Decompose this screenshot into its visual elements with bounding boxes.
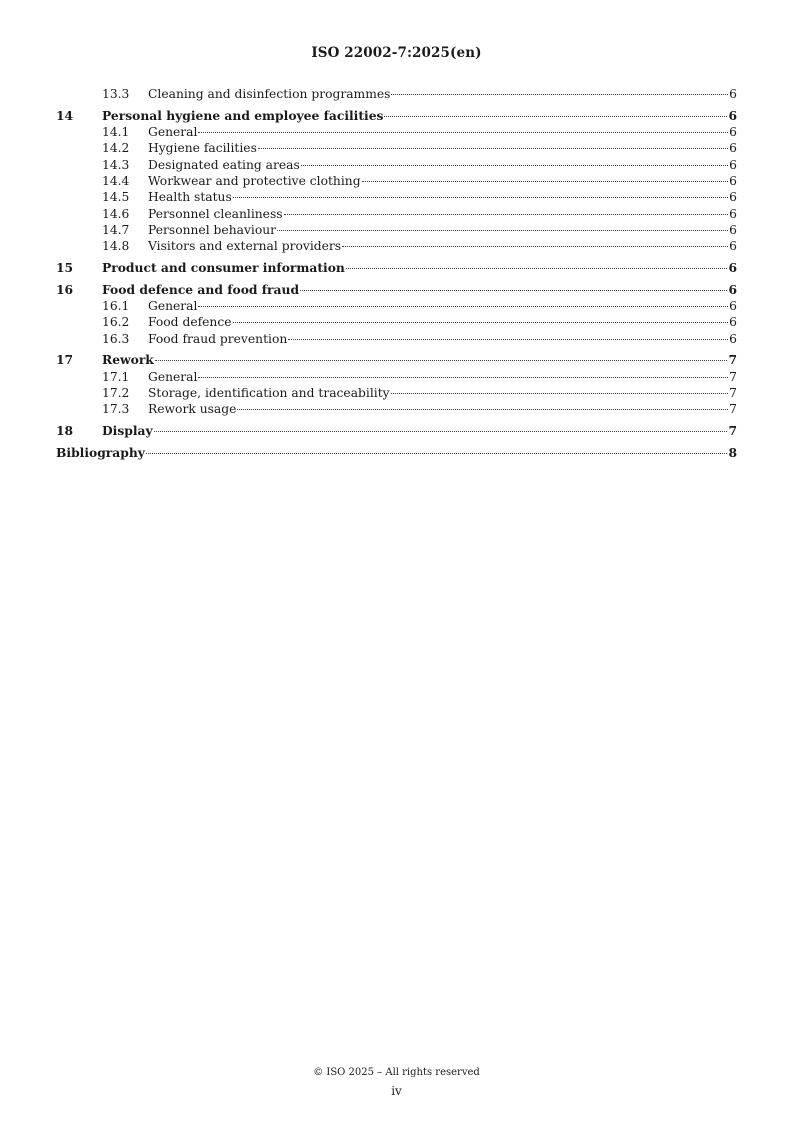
toc-entry-title: General <box>148 299 198 314</box>
toc-leader-dots <box>346 268 728 269</box>
toc-entry-number: 14.5 <box>102 190 130 205</box>
toc-entry-title: Food defence <box>148 315 232 330</box>
toc-entry-number: 17.2 <box>102 386 130 401</box>
toc-entry[interactable] <box>56 260 737 276</box>
toc-leader-dots <box>258 148 728 149</box>
toc-leader-dots <box>284 214 729 215</box>
toc-entry[interactable] <box>56 140 737 156</box>
toc-leader-dots <box>300 290 727 291</box>
toc-entry-page: 7 <box>729 386 737 401</box>
toc-entry-page: 6 <box>729 239 737 254</box>
toc-leader-dots <box>288 339 728 340</box>
toc-entry[interactable] <box>56 385 737 401</box>
toc-entry-title: Rework <box>102 352 154 368</box>
toc-entry[interactable] <box>56 108 737 124</box>
copyright-notice: © ISO 2025 – All rights reserved <box>313 1067 480 1078</box>
toc-entry-number: 14.1 <box>102 125 130 140</box>
toc-entry-page: 6 <box>728 259 737 275</box>
toc-entry-number: 14.2 <box>102 141 130 156</box>
toc-entry-page: 6 <box>728 107 737 123</box>
toc-entry-title: Personnel behaviour <box>148 222 277 237</box>
toc-entry-title: Food defence and food fraud <box>102 281 300 297</box>
toc-entry-page: 6 <box>729 331 737 346</box>
toc-entry[interactable] <box>56 222 737 238</box>
toc-entry-number: 14.4 <box>102 173 130 188</box>
toc-leader-dots <box>155 360 728 361</box>
toc-entry[interactable] <box>56 369 737 385</box>
toc-entry-number: 17 <box>56 352 74 368</box>
toc-leader-dots <box>154 431 728 432</box>
toc-leader-dots <box>233 322 729 323</box>
toc-entry-number: 16.1 <box>102 299 130 314</box>
toc-leader-dots <box>237 409 728 410</box>
toc-entry-page: 6 <box>729 141 737 156</box>
toc-entry-page: 7 <box>728 423 737 439</box>
toc-entry[interactable] <box>56 189 737 205</box>
toc-entry-title: Health status <box>148 190 232 205</box>
toc-entry-page: 6 <box>729 125 737 140</box>
toc-entry-title: Rework usage <box>148 402 237 417</box>
toc-entry-title: General <box>148 125 198 140</box>
toc-entry-title: Workwear and protective clothing <box>148 173 361 188</box>
toc-entry[interactable] <box>56 86 737 102</box>
toc-entry[interactable] <box>56 352 737 368</box>
toc-entry-title: Cleaning and disinfection programmes <box>148 87 391 101</box>
toc-entry[interactable] <box>56 282 737 298</box>
toc-entry[interactable] <box>56 331 737 347</box>
toc-entry-page: 7 <box>728 352 737 368</box>
toc-leader-dots <box>384 116 727 117</box>
toc-entry-title: Visitors and external providers <box>148 239 342 254</box>
toc-entry-title: Product and consumer information <box>102 259 345 275</box>
toc-entry-title: Personnel cleanliness <box>148 206 283 221</box>
toc-entry-number: 13.3 <box>102 87 130 101</box>
toc-entry[interactable] <box>56 401 737 417</box>
table-of-contents <box>56 86 737 461</box>
toc-entry-page: 6 <box>729 222 737 237</box>
toc-leader-dots <box>342 246 728 247</box>
toc-entry-number: 15 <box>56 259 74 275</box>
toc-entry[interactable] <box>56 157 737 173</box>
toc-entry-number: 18 <box>56 423 74 439</box>
toc-entry-page: 6 <box>729 173 737 188</box>
toc-entry-title: Display <box>102 423 153 439</box>
toc-entry-number: 17.1 <box>102 369 130 384</box>
toc-leader-dots <box>362 181 729 182</box>
toc-entry-page: 6 <box>729 315 737 330</box>
toc-leader-dots <box>198 132 728 133</box>
toc-entry-page: 6 <box>729 299 737 314</box>
toc-leader-dots <box>198 377 728 378</box>
toc-entry[interactable] <box>56 173 737 189</box>
toc-entry[interactable] <box>56 314 737 330</box>
toc-leader-dots <box>198 306 728 307</box>
toc-entry-number: 17.3 <box>102 402 130 417</box>
toc-entry-number: 14.7 <box>102 222 130 237</box>
toc-entry-number: 16.3 <box>102 331 130 346</box>
toc-entry-number: 14.8 <box>102 239 130 254</box>
toc-entry-number: 16.2 <box>102 315 130 330</box>
toc-entry-page: 6 <box>729 87 737 101</box>
toc-entry[interactable] <box>56 124 737 140</box>
toc-entry-page: 6 <box>728 281 737 297</box>
toc-leader-dots <box>233 197 728 198</box>
toc-entry-page: 7 <box>729 369 737 384</box>
toc-entry-number: 16 <box>56 281 74 297</box>
toc-entry-title: Bibliography <box>56 444 145 460</box>
toc-entry-title: Storage, identification and traceability <box>148 386 390 401</box>
toc-entry-number: 14.3 <box>102 157 130 172</box>
toc-entry-title: Food fraud prevention <box>148 331 288 346</box>
toc-entry-title: Hygiene facilities <box>148 141 257 156</box>
toc-leader-dots <box>301 165 728 166</box>
toc-entry-page: 6 <box>729 157 737 172</box>
toc-entry-title: General <box>148 369 198 384</box>
toc-entry[interactable] <box>56 206 737 222</box>
toc-entry-page: 6 <box>729 190 737 205</box>
toc-entry[interactable] <box>56 423 737 439</box>
toc-leader-dots <box>146 453 728 454</box>
toc-entry-title: Designated eating areas <box>148 157 300 172</box>
toc-leader-dots <box>391 393 729 394</box>
toc-entry-title: Personal hygiene and employee facilities <box>102 107 384 123</box>
toc-entry[interactable] <box>56 298 737 314</box>
toc-entry-number: 14 <box>56 107 74 123</box>
toc-entry-number: 14.6 <box>102 206 130 221</box>
document-header: ISO 22002-7:2025(en) <box>311 45 482 61</box>
toc-leader-dots <box>277 230 728 231</box>
toc-entry-page: 7 <box>729 402 737 417</box>
toc-entry-page: 8 <box>728 444 737 460</box>
toc-entry-page: 6 <box>729 206 737 221</box>
toc-entry[interactable] <box>56 238 737 254</box>
page-number: iv <box>391 1084 402 1098</box>
toc-entry[interactable] <box>56 445 737 461</box>
toc-leader-dots <box>391 94 728 95</box>
